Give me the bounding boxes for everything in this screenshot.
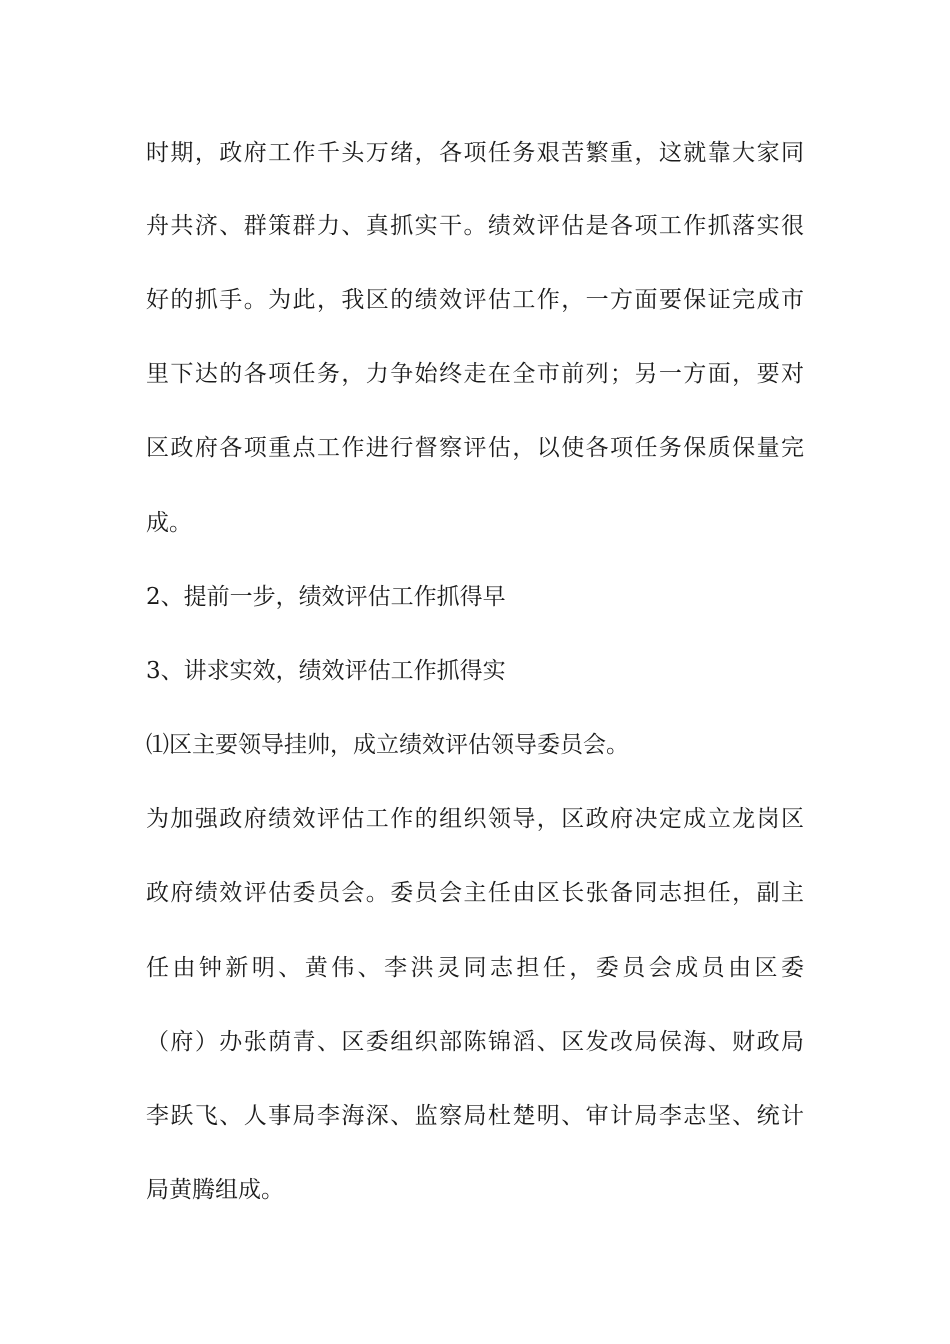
paragraph-line: 政府绩效评估委员会。委员会主任由区长张备同志担任，副主 [146, 880, 804, 906]
section-heading: 3、讲求实效，绩效评估工作抓得实 [146, 658, 506, 684]
paragraph-line: （府）办张荫青、区委组织部陈锦滔、区发改局侯海、财政局 [146, 1029, 804, 1055]
subsection-heading: ⑴区主要领导挂帅，成立绩效评估领导委员会。 [146, 732, 629, 758]
paragraph-line: 局黄腾组成。 [146, 1177, 284, 1203]
paragraph-line: 区政府各项重点工作进行督察评估，以使各项任务保质保量完 [146, 435, 804, 461]
paragraph-line: 舟共济、群策群力、真抓实干。绩效评估是各项工作抓落实很 [146, 213, 804, 239]
paragraph-line: 为加强政府绩效评估工作的组织领导，区政府决定成立龙岗区 [146, 806, 804, 832]
paragraph-line: 任由钟新明、黄伟、李洪灵同志担任，委员会成员由区委 [146, 955, 804, 981]
paragraph-line: 成。 [146, 510, 192, 536]
paragraph-line: 好的抓手。为此，我区的绩效评估工作，一方面要保证完成市 [146, 287, 804, 313]
paragraph-line: 里下达的各项任务，力争始终走在全市前列；另一方面，要对 [146, 361, 804, 387]
section-heading: 2、提前一步，绩效评估工作抓得早 [146, 584, 506, 610]
paragraph-line: 李跃飞、人事局李海深、监察局杜楚明、审计局李志坚、统计 [146, 1103, 804, 1129]
paragraph-line: 时期，政府工作千头万绪，各项任务艰苦繁重，这就靠大家同 [146, 140, 804, 166]
